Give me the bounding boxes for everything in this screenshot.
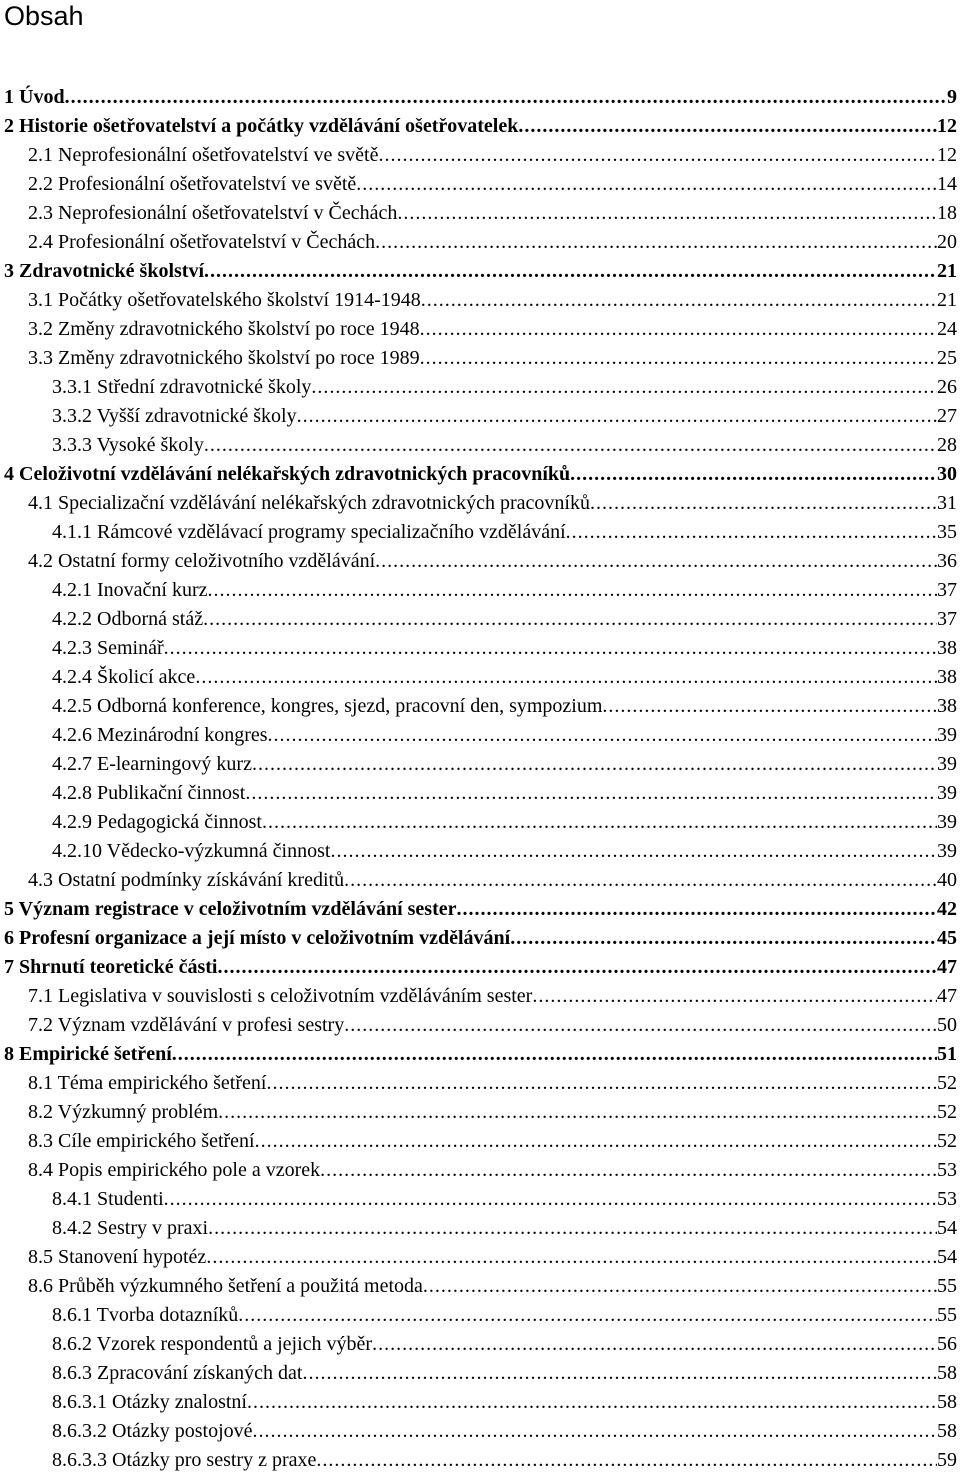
toc-page-number: 39 [937, 840, 957, 862]
toc-page-number: 37 [937, 608, 957, 630]
toc-entry[interactable] [0, 924, 960, 953]
toc-page-number: 20 [937, 231, 957, 253]
toc-dot-leader [65, 83, 947, 112]
toc-dot-leader [195, 663, 937, 692]
toc-page-number: 51 [937, 1043, 957, 1065]
toc-entry[interactable] [0, 199, 960, 228]
toc-entry[interactable] [0, 1417, 960, 1446]
toc-entry[interactable] [0, 721, 960, 750]
toc-dot-leader [204, 257, 937, 286]
toc-entry-title: 7 Shrnutí teoretické části [4, 956, 218, 978]
toc-entry-title: 4.2.5 Odborná konference, kongres, sjezd, pracovní den, sympozium [52, 695, 603, 717]
toc-entry[interactable] [0, 779, 960, 808]
toc-entry-title: 4.2.4 Školicí akce [52, 666, 196, 688]
toc-page-number: 35 [937, 521, 957, 543]
toc-entry[interactable] [0, 141, 960, 170]
toc-dot-leader [203, 605, 937, 634]
toc-entry-title: 4.2.8 Publikační činnost [52, 782, 246, 804]
toc-dot-leader [602, 692, 937, 721]
toc-dot-leader [311, 373, 937, 402]
toc-dot-leader [204, 431, 937, 460]
toc-entry-title: 8.6.3 Zpracování získaných dat [52, 1362, 303, 1384]
toc-dot-leader [532, 982, 937, 1011]
toc-entry-title: 1 Úvod [4, 86, 65, 108]
toc-entry[interactable] [0, 286, 960, 315]
toc-page-number: 56 [937, 1333, 957, 1355]
toc-entry-title: 2.4 Profesionální ošetřovatelství v Čechách [28, 231, 376, 253]
toc-entry[interactable] [0, 1446, 960, 1475]
toc-entry[interactable] [0, 257, 960, 286]
toc-dot-leader [420, 315, 937, 344]
toc-page-number: 39 [937, 724, 957, 746]
toc-entry[interactable] [0, 170, 960, 199]
toc-dot-leader [218, 953, 938, 982]
toc-entry[interactable] [0, 1301, 960, 1330]
toc-dot-leader [208, 1214, 937, 1243]
toc-dot-leader [456, 895, 937, 924]
toc-dot-leader [320, 1156, 937, 1185]
toc-dot-leader [397, 199, 937, 228]
toc-entry[interactable] [0, 1330, 960, 1359]
toc-entry[interactable] [0, 1127, 960, 1156]
toc-entry[interactable] [0, 1272, 960, 1301]
toc-page-number: 37 [937, 579, 957, 601]
toc-entry-title: 8.4.2 Sestry v praxi [52, 1217, 209, 1239]
toc-entry[interactable] [0, 344, 960, 373]
toc-entry-title: 6 Profesní organizace a její místo v celoživotním vzdělávání [4, 927, 511, 949]
toc-entry[interactable] [0, 1359, 960, 1388]
toc-entry-title: 3.3.2 Vyšší zdravotnické školy [52, 405, 297, 427]
toc-page-number: 52 [937, 1101, 957, 1123]
toc-dot-leader [238, 1301, 937, 1330]
toc-page-number: 39 [937, 811, 957, 833]
toc-entry-title: 8.6.3.1 Otázky znalostní [52, 1391, 247, 1413]
toc-entry-title: 2.2 Profesionální ošetřovatelství ve světě [28, 173, 357, 195]
toc-entry-title: 8.5 Stanovení hypotéz [28, 1246, 207, 1268]
toc-dot-leader [218, 1098, 937, 1127]
toc-entry-title: 3.3.3 Vysoké školy [52, 434, 204, 456]
toc-dot-leader [266, 1069, 937, 1098]
toc-entry[interactable] [0, 373, 960, 402]
toc-entry-title: 2.1 Neprofesionální ošetřovatelství ve světě [28, 144, 379, 166]
toc-page-number: 38 [937, 637, 957, 659]
page-title: Obsah [4, 1, 84, 31]
toc-entry[interactable] [0, 1243, 960, 1272]
toc-page-number: 21 [937, 289, 957, 311]
toc-dot-leader [510, 924, 937, 953]
toc-entry-title: 7.2 Význam vzdělávání v profesi sestry [28, 1014, 345, 1036]
toc-entry-title: 4.2 Ostatní formy celoživotního vzdělávání [28, 550, 376, 572]
toc-entry-title: 4.1 Specializační vzdělávání nelékařských zdravotnických pracovníků [28, 492, 590, 514]
toc-dot-leader [255, 1127, 937, 1156]
toc-entry-title: 8.6.3.3 Otázky pro sestry z praxe [52, 1449, 317, 1471]
toc-entry-title: 8.6.3.2 Otázky postojové [52, 1420, 253, 1442]
toc-page-number: 54 [937, 1246, 957, 1268]
toc-entry-title: 8 Empirické šetření [4, 1043, 172, 1065]
toc-page-number: 27 [937, 405, 957, 427]
toc-dot-leader [164, 634, 937, 663]
toc-page-number: 53 [937, 1159, 957, 1181]
toc-entry[interactable] [0, 489, 960, 518]
toc-page-number: 25 [937, 347, 957, 369]
toc-entry[interactable] [0, 1011, 960, 1040]
toc-entry-title: 5 Význam registrace v celoživotním vzdělávání sester [4, 898, 457, 920]
toc-dot-leader [208, 576, 937, 605]
toc-entry-title: 3.1 Počátky ošetřovatelského školství 1914-1948 [28, 289, 421, 311]
toc-entry[interactable] [0, 460, 960, 489]
toc-entry[interactable] [0, 1185, 960, 1214]
toc-page-number: 58 [937, 1420, 957, 1442]
toc-page-number: 38 [937, 695, 957, 717]
toc-dot-leader [164, 1185, 937, 1214]
toc-entry[interactable] [0, 315, 960, 344]
toc-dot-leader [302, 1359, 937, 1388]
toc-dot-leader [372, 1330, 937, 1359]
toc-entry-title: 3.3.1 Střední zdravotnické školy [52, 376, 312, 398]
toc-page-number: 59 [937, 1449, 957, 1471]
toc-entry[interactable] [0, 1388, 960, 1417]
toc-page-number: 50 [937, 1014, 957, 1036]
toc-entry[interactable] [0, 547, 960, 576]
toc-entry[interactable] [0, 518, 960, 547]
toc-entry-title: 2.3 Neprofesionální ošetřovatelství v Čechách [28, 202, 398, 224]
toc-dot-leader [378, 141, 937, 170]
toc-entry-title: 4.2.9 Pedagogická činnost [52, 811, 262, 833]
toc-page-number: 42 [937, 898, 957, 920]
toc-entry-title: 3.3 Změny zdravotnického školství po roce 1989 [28, 347, 420, 369]
toc-entry-title: 3.2 Změny zdravotnického školství po roce 1948 [28, 318, 420, 340]
toc-page-number: 30 [937, 463, 957, 485]
toc-entry-title: 4 Celoživotní vzdělávání nelékařských zdravotnických pracovníků [4, 463, 571, 485]
toc-page-number: 24 [937, 318, 957, 340]
toc-page-number: 53 [937, 1188, 957, 1210]
toc-page-number: 28 [937, 434, 957, 456]
toc-page-number: 47 [937, 985, 957, 1007]
toc-dot-leader [344, 866, 937, 895]
toc-page-number: 18 [937, 202, 957, 224]
toc-entry-title: 4.1.1 Rámcové vzdělávací programy specializačního vzdělávání [52, 521, 566, 543]
toc-entry-title: 8.4.1 Studenti [52, 1188, 164, 1210]
toc-page-number: 54 [937, 1217, 957, 1239]
toc-entry-title: 4.2.3 Seminář [52, 637, 164, 659]
toc-page-number: 38 [937, 666, 957, 688]
toc-entry[interactable] [0, 1069, 960, 1098]
toc-entry[interactable] [0, 953, 960, 982]
toc-entry-title: 8.6.1 Tvorba dotazníků [52, 1304, 239, 1326]
toc-page-number: 40 [937, 869, 957, 891]
toc-entry-title: 4.3 Ostatní podmínky získávání kreditů [28, 869, 345, 891]
toc-entry-title: 4.2.1 Inovační kurz [52, 579, 208, 601]
toc-page-number: 58 [937, 1362, 957, 1384]
toc-entry[interactable] [0, 750, 960, 779]
toc-entry[interactable] [0, 1214, 960, 1243]
toc-page-number: 31 [937, 492, 957, 514]
toc-dot-leader [316, 1446, 937, 1475]
toc-entry-title: 8.3 Cíle empirického šetření [28, 1130, 255, 1152]
toc-entry-title: 8.4 Popis empirického pole a vzorek [28, 1159, 321, 1181]
toc-page-number: 12 [937, 144, 957, 166]
toc-dot-leader [518, 112, 937, 141]
toc-dot-leader [344, 1011, 937, 1040]
toc-entry-title: 4.2.7 E-learningový kurz [52, 753, 252, 775]
toc-page-number: 14 [937, 173, 957, 195]
toc-page-number: 9 [947, 86, 957, 108]
toc-dot-leader [297, 402, 937, 431]
toc-page-number: 36 [937, 550, 957, 572]
toc-entry-title: 4.2.10 Vědecko-výzkumná činnost [52, 840, 331, 862]
toc-dot-leader [421, 286, 937, 315]
toc-dot-leader [253, 1417, 937, 1446]
toc-entry[interactable] [0, 808, 960, 837]
toc-entry-title: 4.2.6 Mezinárodní kongres [52, 724, 268, 746]
toc-entry[interactable] [0, 982, 960, 1011]
toc-dot-leader [590, 489, 937, 518]
toc-entry[interactable] [0, 1098, 960, 1127]
toc-dot-leader [375, 228, 937, 257]
toc-page-number: 39 [937, 782, 957, 804]
toc-dot-leader [330, 837, 937, 866]
toc-entry[interactable] [0, 1156, 960, 1185]
toc-dot-leader [206, 1243, 937, 1272]
toc-entry-title: 7.1 Legislativa v souvislosti s celoživotním vzděláváním sester [28, 985, 533, 1007]
toc-entry[interactable] [0, 402, 960, 431]
toc-entry[interactable] [0, 663, 960, 692]
toc-page-number: 26 [937, 376, 957, 398]
toc-page-number: 58 [937, 1391, 957, 1413]
toc-page-number: 39 [937, 753, 957, 775]
toc-page-number: 47 [937, 956, 957, 978]
toc-entry[interactable] [0, 431, 960, 460]
toc-entry-title: 8.1 Téma empirického šetření [28, 1072, 267, 1094]
toc-entry[interactable] [0, 895, 960, 924]
toc-entry[interactable] [0, 837, 960, 866]
toc-dot-leader [356, 170, 937, 199]
toc-dot-leader [262, 808, 937, 837]
toc-dot-leader [570, 460, 937, 489]
toc-entry[interactable] [0, 1040, 960, 1069]
toc-dot-leader [268, 721, 937, 750]
toc-entry[interactable] [0, 634, 960, 663]
toc-page-number: 45 [937, 927, 957, 949]
toc-entry-title: 4.2.2 Odborná stáž [52, 608, 204, 630]
toc-dot-leader [375, 547, 937, 576]
toc-page-number: 52 [937, 1130, 957, 1152]
toc-entry[interactable] [0, 228, 960, 257]
toc-dot-leader [423, 1272, 937, 1301]
toc-dot-leader [172, 1040, 937, 1069]
toc-entry-title: 8.6 Průběh výzkumného šetření a použitá metoda [28, 1275, 423, 1297]
toc-entry[interactable] [0, 866, 960, 895]
toc-entry[interactable] [0, 83, 960, 112]
toc-page-number: 55 [937, 1275, 957, 1297]
table-of-contents [0, 83, 960, 1475]
toc-entry-title: 3 Zdravotnické školství [4, 260, 205, 282]
toc-dot-leader [420, 344, 937, 373]
toc-page-number: 21 [937, 260, 957, 282]
toc-entry[interactable] [0, 605, 960, 634]
toc-page-number: 52 [937, 1072, 957, 1094]
toc-entry[interactable] [0, 692, 960, 721]
toc-page-number: 12 [937, 115, 957, 137]
toc-dot-leader [247, 1388, 937, 1417]
toc-page-number: 55 [937, 1304, 957, 1326]
toc-entry[interactable] [0, 576, 960, 605]
toc-dot-leader [566, 518, 937, 547]
toc-dot-leader [245, 779, 937, 808]
toc-entry-title: 8.6.2 Vzorek respondentů a jejich výběr [52, 1333, 373, 1355]
toc-entry-title: 2 Historie ošetřovatelství a počátky vzdělávání ošetřovatelek [4, 115, 519, 137]
toc-dot-leader [252, 750, 937, 779]
toc-entry-title: 8.2 Výzkumný problém [28, 1101, 219, 1123]
toc-entry[interactable] [0, 112, 960, 141]
